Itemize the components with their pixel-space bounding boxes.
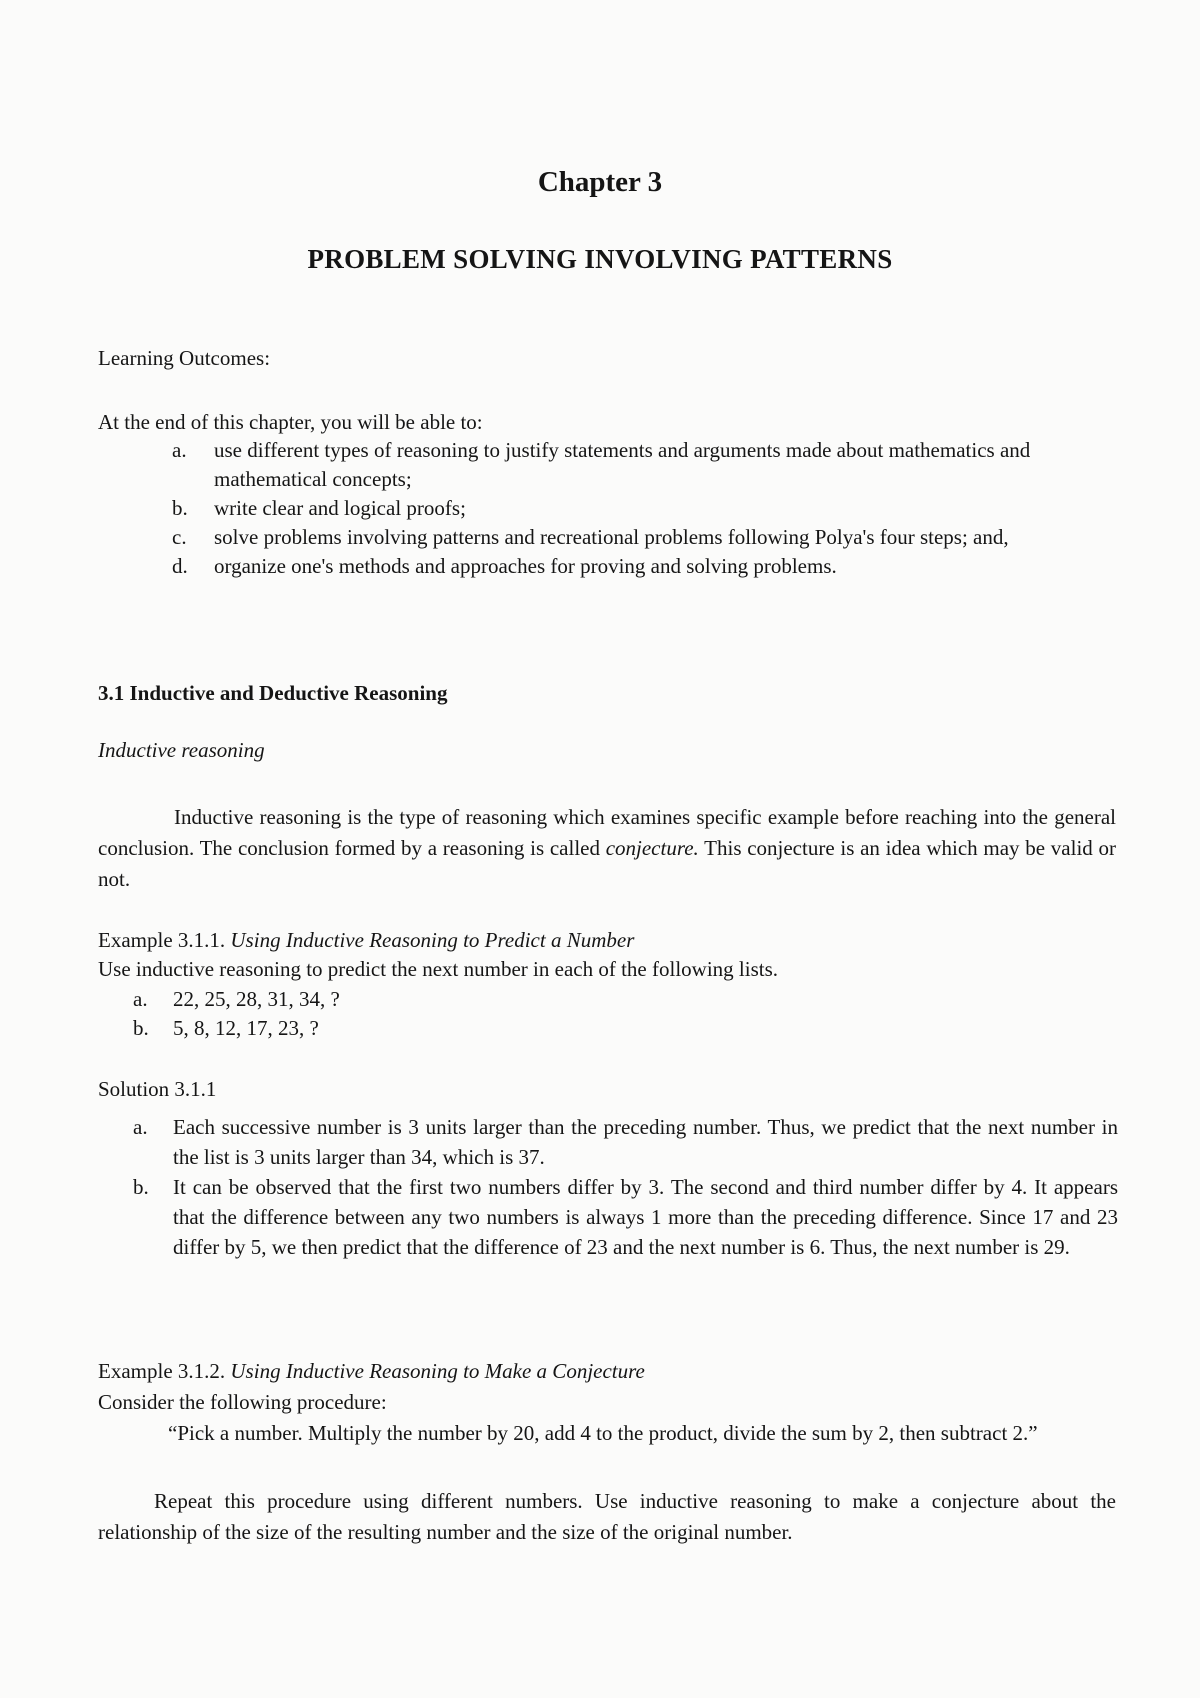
list-item-text: use different types of reasoning to justify statements and arguments made about mathematics and mathematical concepts; [214,438,1031,491]
chapter-number: Chapter 3 [537,166,663,198]
list-item [133,1014,533,1043]
list-marker: a. [172,438,187,462]
list-item-text: 22, 25, 28, 31, 34, ? [173,987,340,1011]
example-label: Example 3.1.2. [98,1359,231,1383]
list-marker: c. [172,525,187,549]
list-item-text: 5, 8, 12, 17, 23, ? [173,1016,319,1040]
example-paragraph: Repeat this procedure using different numbers. Use inductive reasoning to make a conjecture about the relationship of the size of the resulting number and the size of the original number. [98,1489,1116,1544]
learning-outcomes-list [172,436,1072,581]
list-item-text: It can be observed that the first two numbers differ by 3. The second and third number differ by 4. It appears that the difference between any two numbers is always 1 more than the preceding difference. Since 17 and 23 differ by 5, we then predict that the difference of 23 and the next number is 6. Thus, the next number is 29. [173,1175,1118,1259]
list-item-text: organize one's methods and approaches for proving and solving problems. [214,554,837,578]
example-instruction: Consider the following procedure: [98,1390,387,1414]
example-instruction: Use inductive reasoning to predict the next number in each of the following lists. [98,957,778,981]
learning-outcomes-heading: Learning Outcomes: [98,346,271,370]
chapter-title: PROBLEM SOLVING INVOLVING PATTERNS [307,244,893,274]
list-item [172,494,1072,523]
example-label: Example 3.1.1. [98,928,231,952]
inductive-reasoning-paragraph [98,802,1116,895]
section-heading: 3.1 Inductive and Deductive Reasoning [98,681,448,705]
list-item [133,1172,1118,1262]
list-item-text: solve problems involving patterns and recreational problems following Polya's four steps; and, [214,525,1009,549]
learning-outcomes-intro: At the end of this chapter, you will be able to: [98,410,483,434]
solution-list [133,1112,1118,1262]
list-marker: a. [133,1115,148,1139]
list-item-text: Each successive number is 3 units larger than the preceding number. Thus, we predict that the next number in the list is 3 units larger than 34, which is 37. [173,1115,1118,1169]
paragraph-text: This conjecture is an idea which may be valid or not. [98,836,1116,891]
example-name: Using Inductive Reasoning to Predict a Number [230,928,635,952]
example-list [133,985,533,1043]
list-item-text: write clear and logical proofs; [214,496,466,520]
subsection-heading: Inductive reasoning [98,738,265,762]
list-item [172,523,1072,552]
solution-title: Solution 3.1.1 [98,1077,217,1101]
list-item [172,552,1072,581]
list-marker: b. [133,1175,149,1199]
list-marker: d. [172,554,188,578]
example-title [98,1357,645,1386]
example-title [98,926,634,955]
list-marker: b. [172,496,188,520]
list-item [133,1112,1118,1172]
list-item [133,985,533,1014]
paragraph-text: Inductive reasoning is the type of reasoning which examines specific example before reaching into the general conclusion. The conclusion formed by a reasoning is called [98,805,1116,860]
list-marker: a. [133,987,148,1011]
conjecture-term: conjecture. [605,836,699,860]
example-name: Using Inductive Reasoning to Make a Conjecture [230,1359,645,1383]
procedure-quote: “Pick a number. Multiply the number by 20, add 4 to the product, divide the sum by 2, then subtract 2.” [168,1421,1038,1445]
list-marker: b. [133,1016,149,1040]
list-item [172,436,1072,494]
